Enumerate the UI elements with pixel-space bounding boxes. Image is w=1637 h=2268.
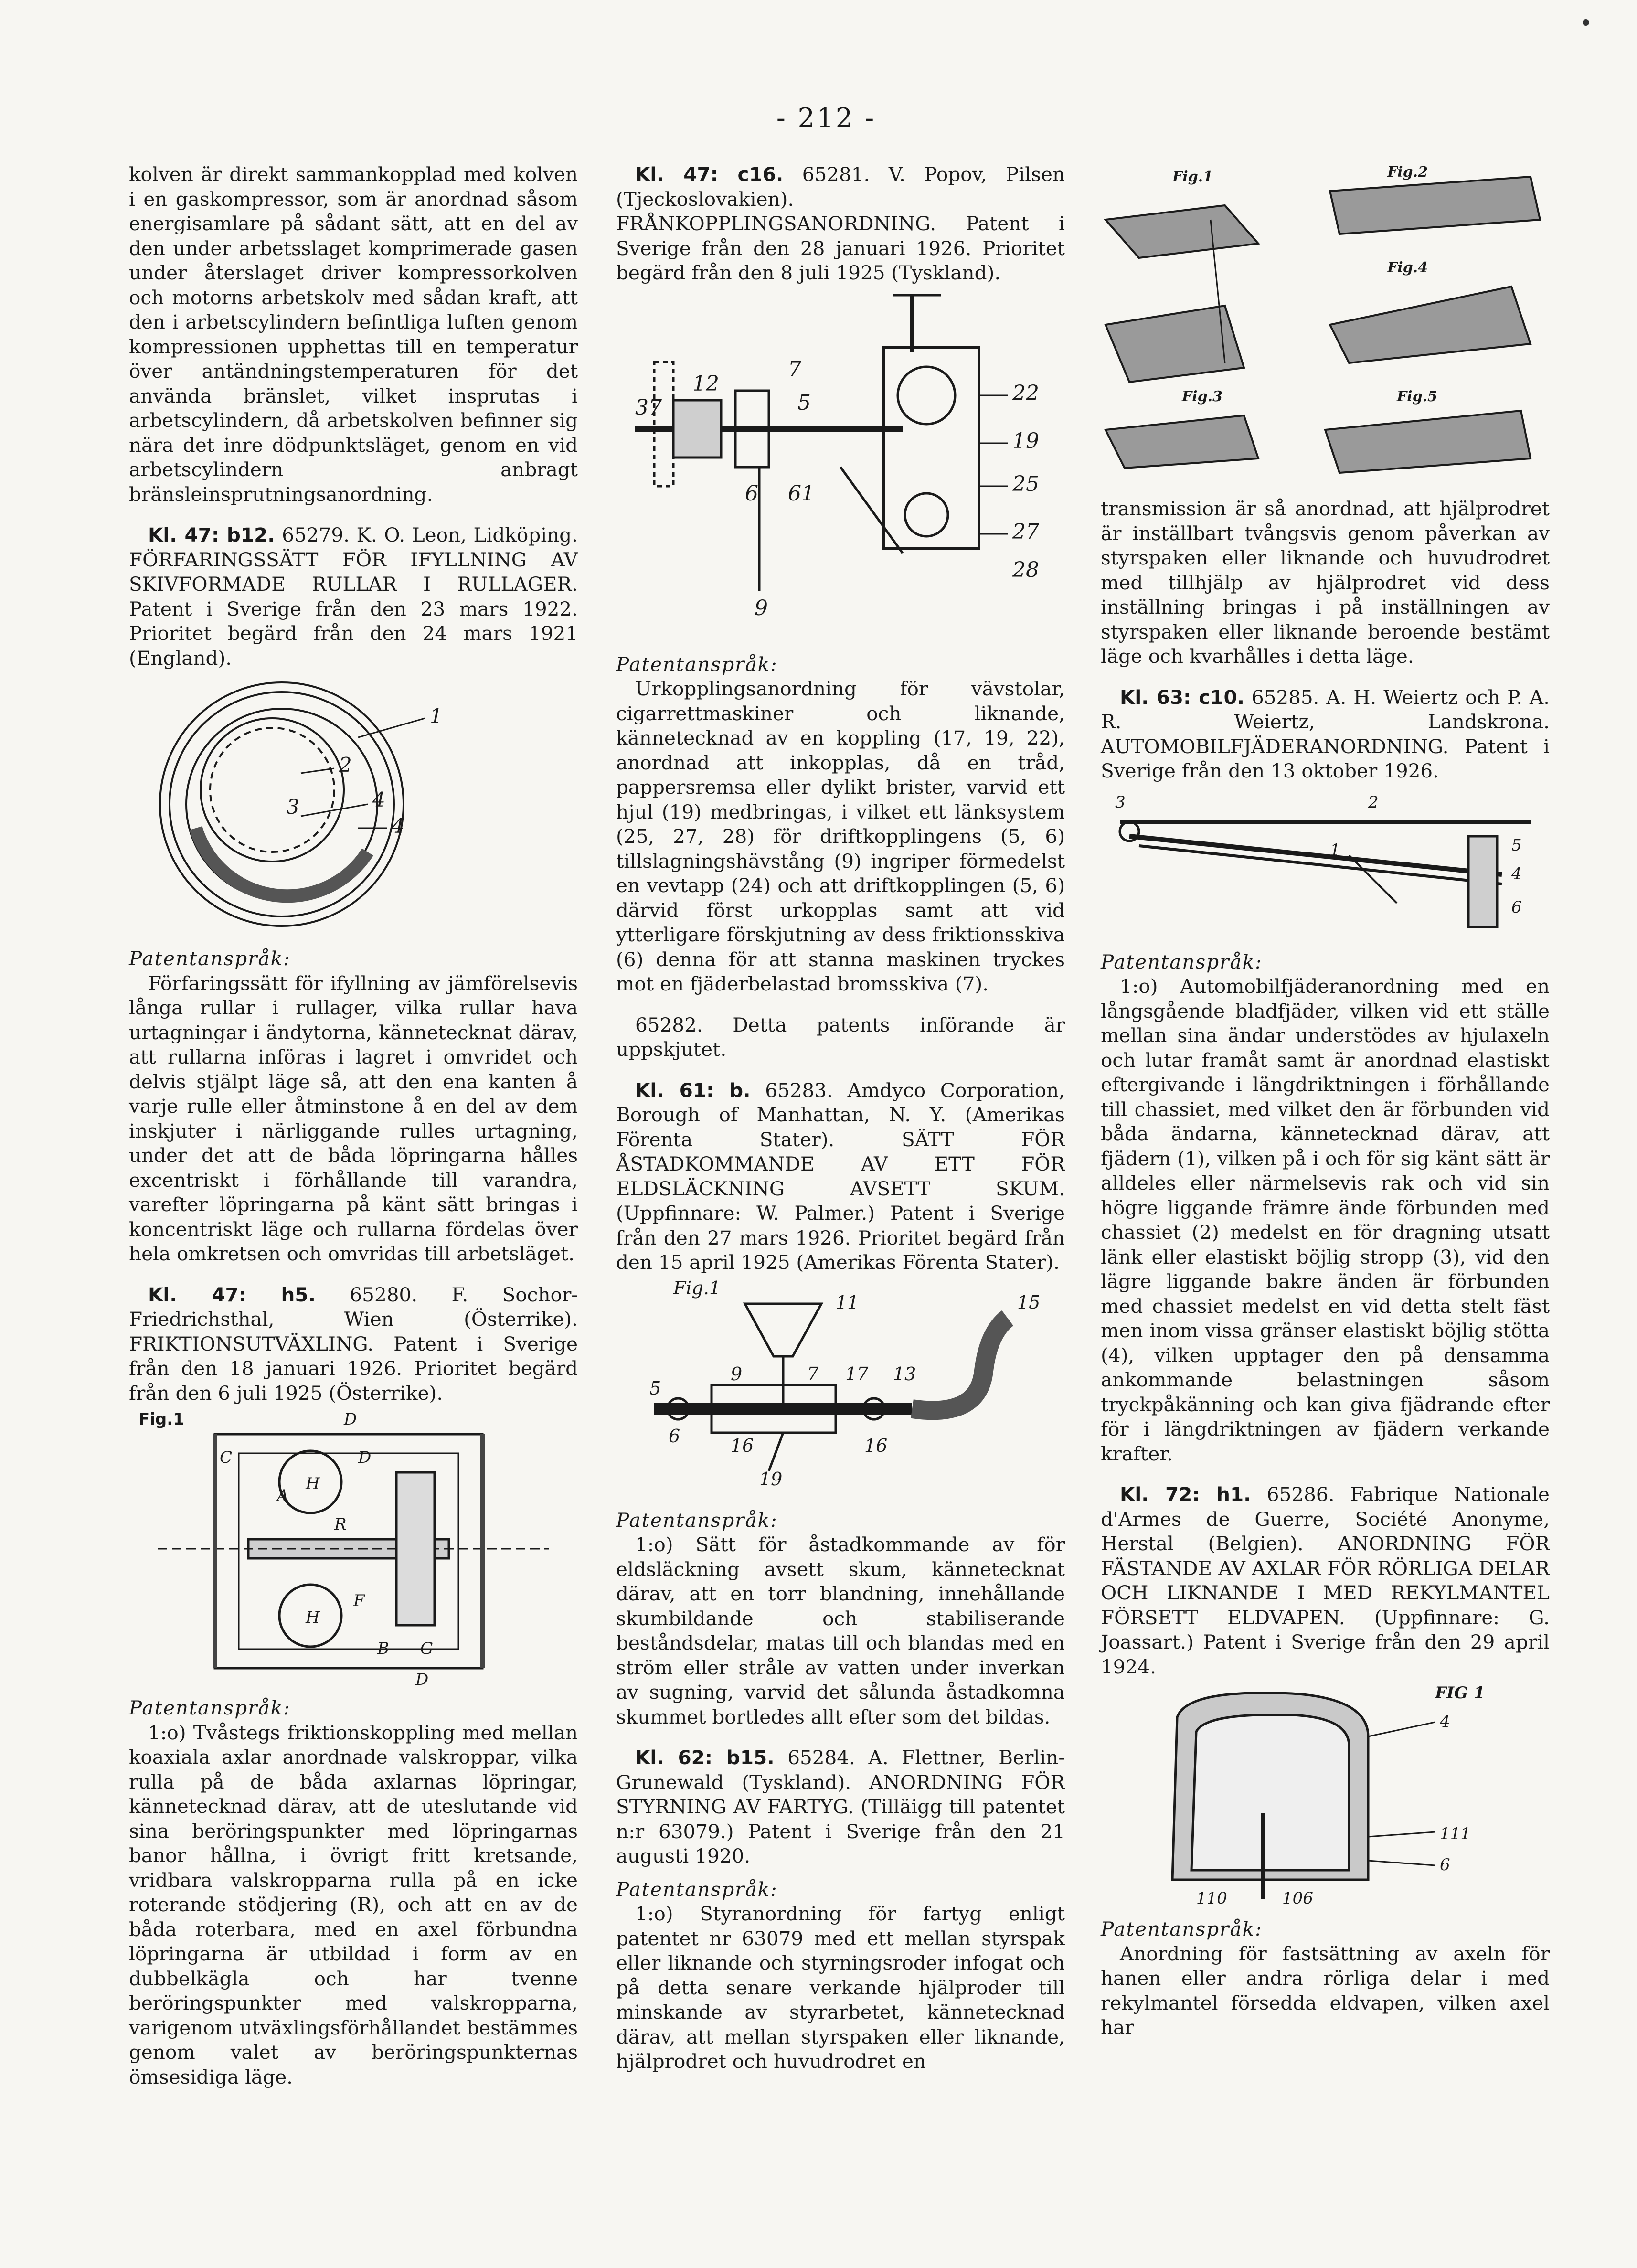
fig-label: 4 — [372, 788, 385, 811]
patent-65286-header — [1101, 1482, 1550, 1679]
fig-label: 1 — [1330, 840, 1340, 860]
fig-label: 106 — [1282, 1889, 1313, 1908]
patent-class: Kl. 47: h5. — [148, 1283, 316, 1306]
patent-65281-claim: Urkopplingsanordning för vävstolar, cigarrettmaskiner och liknande, kännetecknad av en koppling (17, 19, 22), anordnad att inkopplas, då en tråd, pappersremsa eller dylikt brister, varvid ett hjul (19) medbringas, i vilket ett länksystem (25, 27, 28) för driftkopplingens (5, 6) tillslagningshävstång (9) ingriper förmedelst en vevtapp (24) och att driftkopplingen (5, 6) därvid först urkopplas samt att vid ytterligare förskjutning av dess friktionsskiva (6) denna för att stanna maskinen tryckes mot en fjäderbelastad bromsskiva (7). — [616, 677, 1065, 995]
fig-label: 5 — [1511, 835, 1522, 855]
clutch-mechanism-figure — [616, 286, 1065, 644]
patent-65279-header — [129, 523, 578, 671]
fig-label: Fig.5 — [1397, 388, 1437, 405]
claim-label: Patentanspråk: — [129, 1696, 291, 1719]
fig-label: 111 — [1440, 1824, 1471, 1843]
fig-label: 2 — [1368, 792, 1379, 812]
fig-label: Fig.3 — [1182, 388, 1222, 405]
claim-label: Patentanspråk: — [616, 1877, 778, 1901]
fig-label: 7 — [807, 1363, 819, 1384]
intro-paragraph: kolven är direkt sammankopplad med kolven i en gaskompressor, som är anordnad såsom energisamlare på sådant sätt, att en del av den under arbetsslaget komprimerade gasen under återslaget driver kompressorkolven och motorns arbetskolv med sådan kraft, att den i arbetscylindern befintliga luften genom kompressionen upphettas till en temperatur över antändningstemperaturen för det använda bränslet, vilket insprutas i arbetscylindern, då arbetskolven befinner sig nära det inre dödpunktsläget, genom en vid arbetscylindern anbragt bränsleinsprutningsanordning. — [129, 163, 578, 506]
patent-65285-claim: 1:o) Automobilfjäderanordning med en långsgående bladfjäder, vilken vid ett ställe mellan sina ändar understödes av hjulaxeln och lutar framåt samt är anordnad elastiskt eftergivande i längdriktningen i förhållande till chassiet, med vilket den är förbunden vid båda ändarna, kännetecknad därav, att fjädern (1), vilken på i och för sig känt sätt är alldeles eller närmelsevis rak och vid sin högre liggande främre ände förbunden med chassiet (2) medelst en för dragning utsatt länk eller elastiskt böjlig stropp (3), vid den lägre liggande bakre änden är förbunden med chassiet medelst en vid detta stelt fäst men inom vissa gränser elastiskt böjlig stötta (4), vilken upptager den på densamma ankommande belastningen såsom tryckpåkänning och kan giva fjädrande efter för i längdriktningen av fjädern verkande krafter. — [1101, 975, 1550, 1465]
fig-label: 2 — [339, 753, 352, 777]
fig-letter: H — [306, 1608, 320, 1627]
patent-text: 65286. Fabrique Nationale d'Armes de Guerre, Société Anonyme, Herstal (Belgien). ANORDNING FÖR FÄSTANDE AV AXLAR FÖR RÖRLIGA DELAR OCH LIKNANDE I MED REKYLMANTEL FÖRSETT ELDVAPEN. (Uppfinnare: G. Joassart.) Patent i Sverige från den 29 april 1924. — [1101, 1483, 1550, 1678]
page-number: - 212 - — [776, 103, 876, 134]
fig-label: 13 — [893, 1363, 916, 1384]
patent-65280-claim: 1:o) Tvåstegs friktionskoppling med mellan koaxiala axlar anordnade valskroppar, vilka rulla på de båda axlarnas löpringar, kännetecknad därav, att de uteslutande vid sina beröringspunkter med löpringarnas banor hållna, i övrigt fritt kretsande, vridbara valskropparna rulla på en icke roterande stödjering (R), och att en av de båda roterbara, med en axel förbundna löpringarna är utbildad i form av en dubbelkägla och har tvenne beröringspunkter med valskropparna, varigenom utväxlingsförhållandet bestämmes genom valet av beröringspunkternas ömsesidiga läge. — [129, 1721, 578, 2088]
fig-label: Fig.1 — [1172, 169, 1213, 185]
patent-class: Kl. 61: b. — [635, 1078, 751, 1102]
patent-class: Kl. 62: b15. — [635, 1746, 775, 1769]
claim-label: Patentanspråk: — [616, 652, 778, 676]
column-3 — [1101, 162, 1550, 2040]
fig-label: 16 — [731, 1435, 754, 1456]
fig-letter: D — [358, 1448, 372, 1467]
patent-text: 65285. A. H. Weiertz och P. A. R. Weiertz, Landskrona. AUTOMOBILFJÄDERANORDNING. Patent i Sverige från den 13 oktober 1926. — [1101, 685, 1550, 782]
claim-label: Patentanspråk: — [616, 1508, 778, 1532]
patent-65286-claim: Anordning för fastsättning av axeln för hanen eller andra rörliga delar i med rekylmantel försedda eldvapen, vilken axel har — [1101, 1942, 1550, 2039]
fig-label: 5 — [649, 1377, 661, 1399]
fig-letter: F — [353, 1591, 365, 1610]
fig-label: 12 — [692, 371, 719, 396]
fig-label: 22 — [1012, 381, 1039, 405]
fig-label: Fig.4 — [1387, 259, 1428, 276]
patent-class: Kl. 72: h1. — [1120, 1483, 1251, 1506]
friction-gear-figure — [129, 1406, 578, 1687]
roller-bearing-figure — [129, 671, 578, 938]
fig-label: 16 — [864, 1435, 888, 1456]
fig-label: 4 — [1440, 1712, 1450, 1731]
column-2 — [616, 162, 1065, 2074]
fig-letter: A — [277, 1486, 289, 1505]
fig-label: Fig.2 — [1387, 164, 1428, 181]
patent-class: Kl. 63: c10. — [1120, 685, 1245, 709]
fig-label: 27 — [1012, 519, 1039, 544]
corner-dot — [1583, 19, 1589, 26]
claim-label: Patentanspråk: — [1101, 950, 1263, 973]
firearm-mantle-figure — [1101, 1679, 1550, 1908]
fig-letter: H — [306, 1474, 320, 1493]
patent-65283-header — [616, 1078, 1065, 1275]
patent-65280-header — [129, 1283, 578, 1406]
fig-label: Fig.1 — [138, 1410, 184, 1429]
patent-65279-claim: Förfaringssätt för ifyllning av jämförelsevis långa rullar i rullager, vilka rullar hava urtagningar i ändytorna, kännetecknat därav, att rullarna införas i lagret i omvridet och delvis stjälpt läge så, att den ena kanten å varje rulle eller åtminstone å en del av dem inskjuter i närliggande rulles urtagning, under det att de båda löpringarna hålles excentriskt i förhållande till varandra, varefter löpringarna på känt sätt bringas i koncentriskt läge och rullarna fördelas över hela omkretsen och omvridas till arbetsläget. — [129, 971, 578, 1265]
patent-65285-header — [1101, 685, 1550, 784]
fig-label: 19 — [1012, 428, 1039, 453]
rudder-figures — [1101, 162, 1550, 497]
patent-65284-claim: 1:o) Styranordning för fartyg enligt patentet nr 63079 med ett mellan styrspak eller liknande och styrningsroder infogat och på detta senare verkande hjälproder till minskande av styrarbetet, kännetecknad därav, att mellan styrspaken eller liknande, hjälprodret och huvudrodret en — [616, 1902, 1065, 2073]
fig-label: 17 — [845, 1363, 869, 1384]
fig-letter: G — [420, 1639, 434, 1658]
fig-label: 37 — [635, 395, 662, 420]
fig-label: 5 — [797, 390, 811, 415]
fig-label: 15 — [1017, 1291, 1041, 1313]
claim-label: Patentanspråk: — [1101, 1917, 1263, 1940]
column-1 — [129, 162, 578, 2089]
fig-label: 11 — [836, 1291, 859, 1313]
fig-letter: D — [415, 1670, 429, 1687]
fig-label: 25 — [1012, 471, 1039, 496]
patent-text: 65279. K. O. Leon, Lidköping. FÖRFARINGSSÄTT FÖR IFYLLNING AV SKIVFORMADE RULLAR I RULLAGER. Patent i Sverige från den 23 mars 1922. Prioritet begärd från den 24 mars 1921 (England). — [129, 523, 578, 670]
fig-label: 110 — [1196, 1889, 1227, 1908]
patent-class: Kl. 47: c16. — [635, 163, 784, 186]
fig-label: 28 — [1012, 557, 1039, 582]
patent-text: 65281. V. Popov, Pilsen (Tjeckoslovakien). FRÅNKOPPLINGSANORDNING. Patent i Sverige från den 28 januari 1926. Prioritet begärd från den 8 juli 1925 (Tyskland). — [616, 163, 1065, 284]
patent-65283-claim: 1:o) Sätt för åstadkommande av för eldsläckning avsett skum, kännetecknat därav, att en torr blandning, innehållande skumbildande och stabiliserande beståndsdelar, matas till och blandas med en ström eller stråle av vatten under inverkan av sugning, varvid det sålunda åstadkomna skummet bortledes allt efter som det bildas. — [616, 1533, 1065, 1728]
claim-label: Patentanspråk: — [129, 947, 291, 970]
fig-label: 19 — [759, 1468, 783, 1490]
patent-class: Kl. 47: b12. — [148, 523, 275, 546]
leaf-spring-figure — [1101, 784, 1550, 941]
fig-label: 6 — [669, 1425, 680, 1447]
fig-label: 6 — [1511, 897, 1522, 917]
fig-letter: C — [220, 1448, 233, 1467]
fig-letter: B — [377, 1639, 389, 1658]
fig-label: 7 — [788, 357, 801, 382]
fig-label: 9 — [755, 596, 768, 620]
fig-letter: R — [334, 1515, 347, 1534]
fig-label: 9 — [731, 1363, 743, 1384]
fig-label: 3 — [287, 795, 299, 819]
patent-65284-continued: transmission är så anordnad, att hjälprodret är inställbart tvångsvis genom påverkan av styrspaken eller liknande och huvudrodret med tillhjälp av hjälprodret vid dess inställning bringas i på inställningen av styrspaken eller liknande beroende bestämt läge och kvarhålles i detta läge. — [1101, 497, 1550, 668]
fig-label: 6 — [745, 481, 758, 506]
fig-label: 4 — [1511, 864, 1522, 884]
patent-65281-header — [616, 162, 1065, 286]
fig-label: 3 — [1115, 792, 1126, 812]
fig-label: 4 — [392, 814, 404, 838]
patent-text: 65284. A. Flettner, Berlin-Grunewald (Tyskland). ANORDNING FÖR STYRNING AV FARTYG. (Tilläigg till patentet n:r 63079.) Patent i Sverige från den 21 augusti 1920. — [616, 1746, 1065, 1867]
patent-text: 65283. Amdyco Corporation, Borough of Manhattan, N. Y. (Amerikas Förenta Stater). SÄTT FÖR ÅSTADKOMMANDE AV ETT FÖR ELDSLÄCKNING AVSETT SKUM. (Uppfinnare: W. Palmer.) Patent i Sverige från den 27 mars 1926. Prioritet begärd från den 15 april 1925 (Amerikas Förenta Stater). — [616, 1078, 1065, 1274]
fig-label: 6 — [1440, 1855, 1450, 1874]
patent-65284-header — [616, 1746, 1065, 1869]
patent-65282-note: 65282. Detta patents införande är uppskjutet. — [616, 1013, 1065, 1061]
fig-label: Fig.1 — [673, 1277, 721, 1299]
fig-letter: D — [344, 1410, 357, 1429]
fig-label: 61 — [788, 481, 815, 506]
foam-apparatus-figure — [616, 1275, 1065, 1500]
patent-text: 65280. F. Sochor-Friedrichsthal, Wien (Österrike). FRIKTIONSUTVÄXLING. Patent i Sverige från den 18 januari 1926. Prioritet begärd från den 6 juli 1925 (Österrike). — [129, 1283, 578, 1405]
fig-label: FIG 1 — [1435, 1683, 1485, 1703]
fig-label: 1 — [430, 704, 443, 728]
